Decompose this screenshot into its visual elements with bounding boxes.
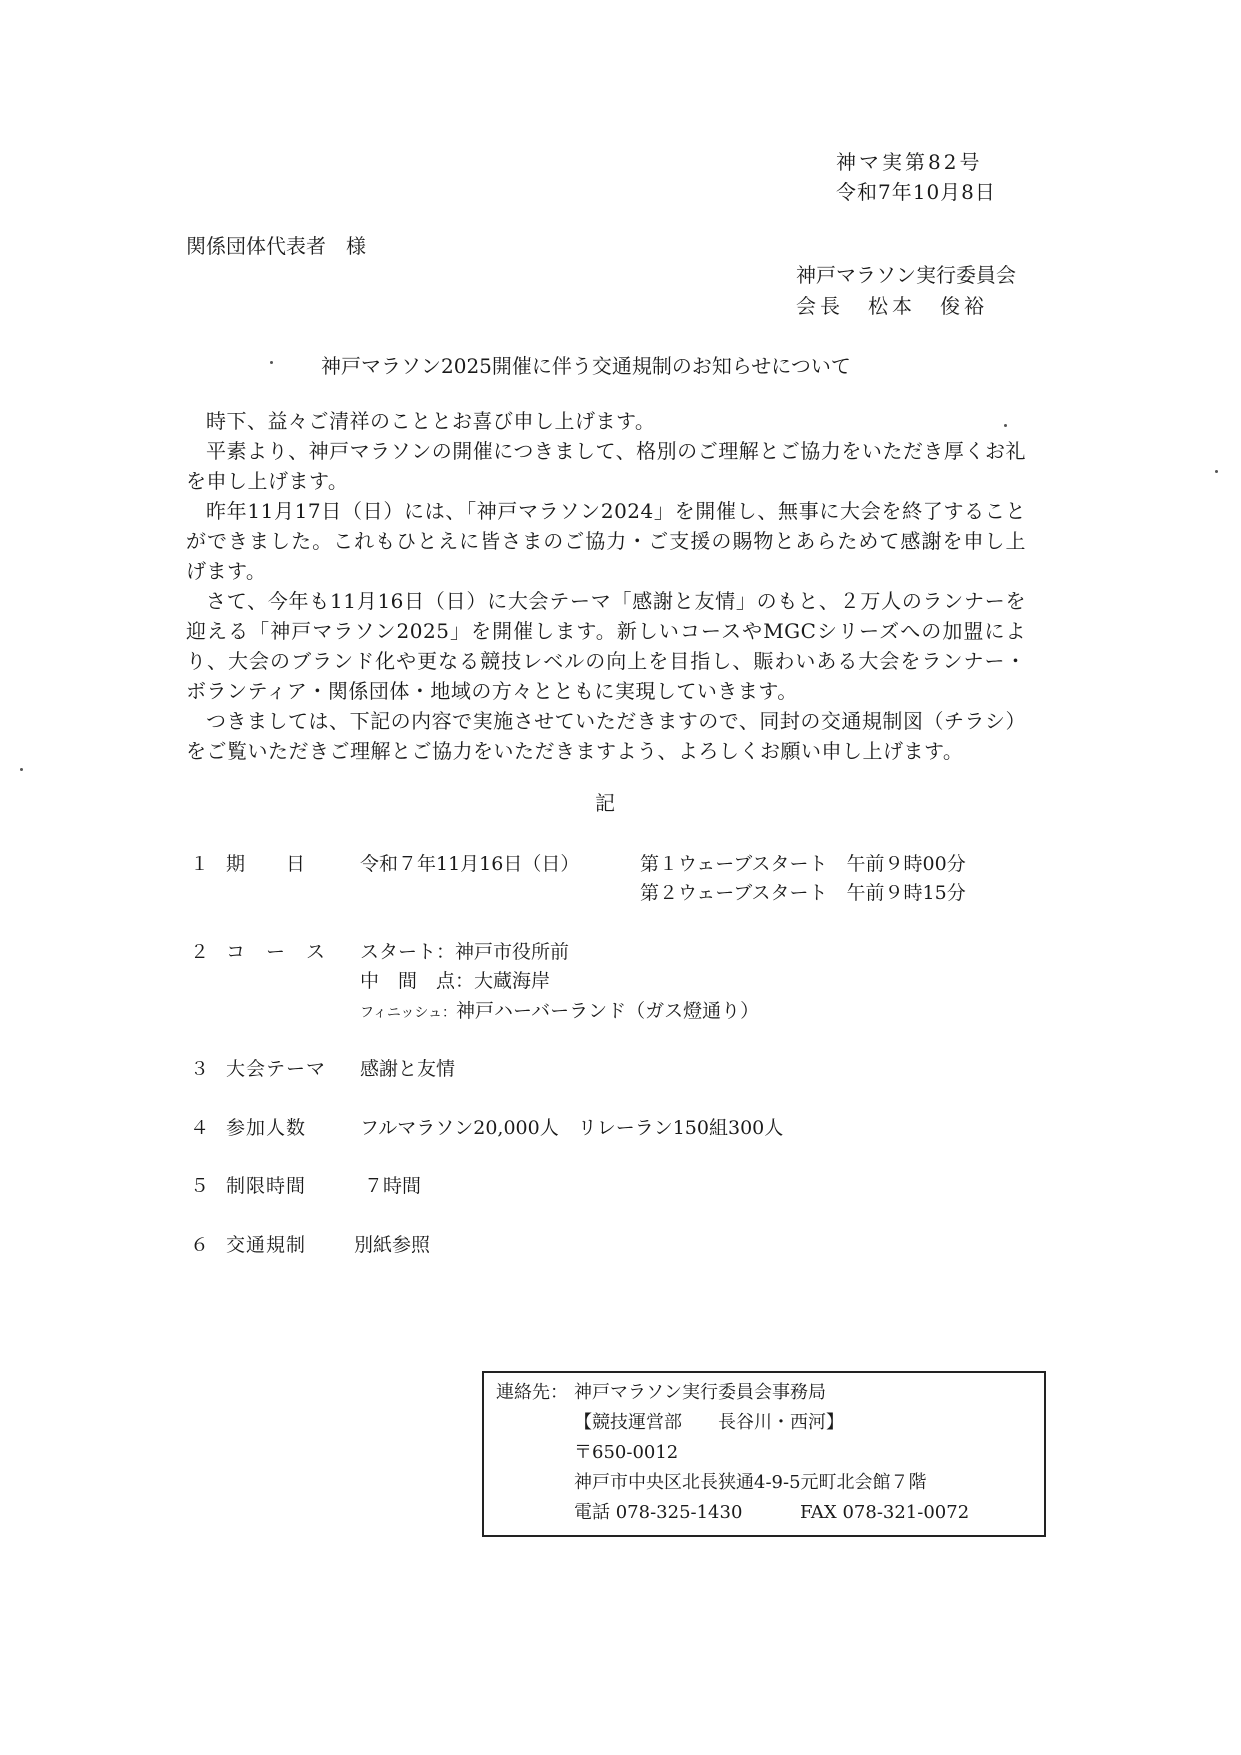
course-finish-label: フィニッシュ： (360, 1005, 457, 1021)
item-number-theme: ３ (190, 1058, 210, 1080)
document-number: 神マ実第82号 (836, 150, 983, 174)
item-value-traffic: 別紙参照 (354, 1234, 431, 1256)
course-finish (360, 996, 759, 1023)
item-number-course: ２ (190, 941, 210, 963)
contact-postal-code: 〒650-0012 (574, 1442, 679, 1463)
paragraph-greeting: 時下、益々ご清祥のこととお喜び申し上げます。 (206, 409, 656, 433)
course-start: スタート：神戸市役所前 (360, 941, 570, 963)
contact-department: 【競技運営部 長谷川・西河】 (574, 1412, 844, 1433)
item-label-traffic: 交通規制 (226, 1234, 307, 1256)
scan-speck (20, 768, 23, 771)
course-midpoint: 中 間 点：大蔵海岸 (360, 970, 551, 992)
scan-speck (1004, 424, 1007, 427)
wave1-start: 第１ウェーブスタート 午前９時00分 (640, 853, 966, 875)
item-label-course: コ ー ス (226, 941, 327, 963)
contact-organization: 神戸マラソン実行委員会事務局 (574, 1382, 826, 1403)
ki-heading: 記 (595, 791, 615, 815)
item-label-participants: 参加人数 (226, 1117, 307, 1139)
item-label-date: 期 日 (226, 853, 307, 875)
paragraph-thanks: 平素より、神戸マラソンの開催につきまして、格別のご理解とご協力をいただき厚くお礼を申し上げます。 (186, 439, 1026, 493)
sender-name: 会長 松本 俊裕 (796, 294, 988, 318)
paragraph-request: つきましては、下記の内容で実施させていただきますので、同封の交通規制図（チラシ）をご覧いただきご理解とご協力をいただきますよう、よろしくお願い申し上げます。 (186, 709, 1026, 763)
contact-box (482, 1371, 1046, 1537)
contact-address: 神戸市中央区北長狭通4-9-5元町北会館７階 (574, 1472, 927, 1493)
body-text (186, 406, 1026, 766)
addressee: 関係団体代表者 様 (186, 234, 366, 258)
item-value-participants: フルマラソン20,000人 リレーラン150組300人 (360, 1117, 784, 1139)
item-number-participants: ４ (190, 1117, 210, 1139)
document-date: 令和7年10月8日 (836, 180, 996, 204)
paragraph-this-year: さて、今年も11月16日（日）に大会テーマ「感謝と友情」のもと、２万人のランナーを迎える「神戸マラソン2025」を開催します。新しいコースやMGCシリーズへの加盟により、大会のブランド化や更なる競技レベルの向上を目指し、賑わいある大会をランナー・ボランティア・関係団体・地域の方々とともに実現していきます。 (186, 589, 1026, 703)
item-value-time-limit: ７時間 (364, 1175, 422, 1197)
item-label-time-limit: 制限時間 (226, 1175, 307, 1197)
contact-phone: 電話 078-325-1430 (574, 1502, 743, 1523)
scan-speck (1215, 470, 1218, 473)
contact-label: 連絡先： (496, 1382, 568, 1403)
item-label-theme: 大会テーマ (226, 1058, 327, 1080)
wave2-start: 第２ウェーブスタート 午前９時15分 (640, 882, 966, 904)
sender-organization: 神戸マラソン実行委員会 (796, 263, 1016, 287)
contact-fax: FAX 078-321-0072 (800, 1502, 970, 1523)
scan-speck (270, 361, 273, 364)
item-value-date: 令和７年11月16日（日） (360, 853, 580, 875)
document-title: 神戸マラソン2025開催に伴う交通規制のお知らせについて (321, 354, 851, 378)
paragraph-last-year: 昨年11月17日（日）には、「神戸マラソン2024」を開催し、無事に大会を終了することができました。これもひとえに皆さまのご協力・ご支援の賜物とあらためて感謝を申し上げます。 (186, 499, 1026, 583)
item-number-date: １ (190, 853, 210, 875)
course-finish-value: 神戸ハーバーランド（ガス燈通り） (456, 1000, 760, 1022)
item-number-traffic: ６ (190, 1234, 210, 1256)
item-number-time-limit: ５ (190, 1175, 210, 1197)
item-value-theme: 感謝と友情 (360, 1058, 456, 1080)
